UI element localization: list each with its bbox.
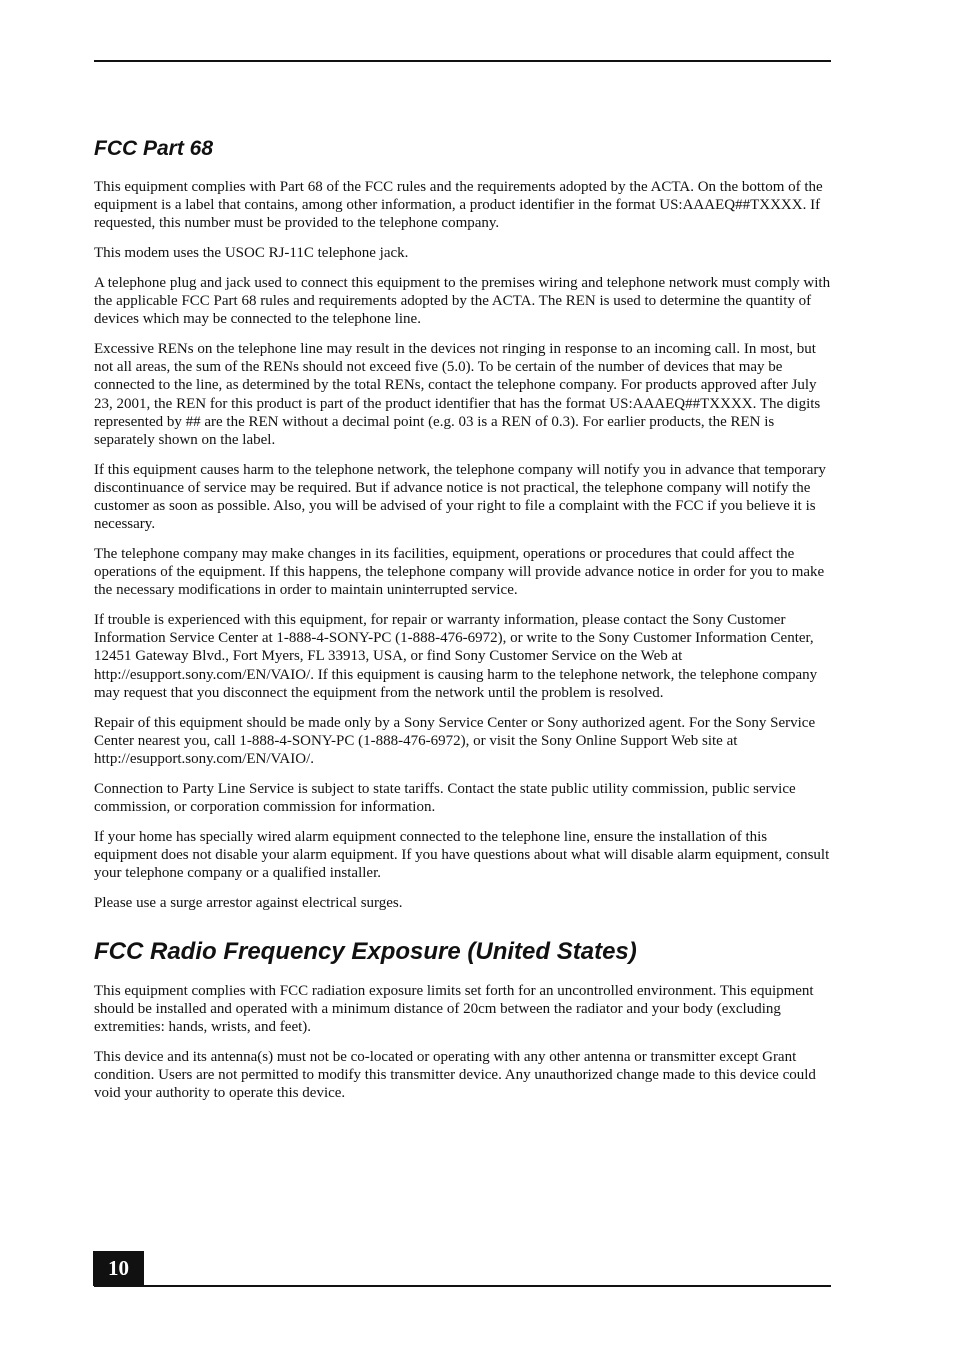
fcc-part68-heading: FCC Part 68 xyxy=(94,137,214,160)
fcc-part68-paragraph: A telephone plug and jack used to connect this equipment to the premises wiring and telephone network must comply with the applicable FCC Part 68 rules and requirements adopted by the ACTA. The REN is used to determine the quantity of devices which may be connected to the telephone line. xyxy=(94,274,831,328)
fcc-rf-exposure-paragraph: This device and its antenna(s) must not be co-located or operating with any other antenna or transmitter except Grant condition. Users are not permitted to modify this transmitter device. Any unauthorized change made to this device could void your authority to operate this device. xyxy=(94,1049,816,1102)
footer-rule xyxy=(94,1285,831,1287)
fcc-part68-paragraph: Please use a surge arrestor against electrical surges. xyxy=(94,894,403,911)
fcc-part68-paragraph: This modem uses the USOC RJ-11C telephone jack. xyxy=(94,245,409,262)
page-content xyxy=(94,132,831,1114)
header-rule xyxy=(94,60,831,62)
fcc-part68-paragraph: If this equipment causes harm to the telephone network, the telephone company will notify you in advance that temporary discontinuance of service may be required. But if advance notice is not practical, the telephone company will notify the customer as soon as possible. Also, you will be advised of your right to file a complaint with the FCC if you believe it is necessary. xyxy=(94,461,826,533)
fcc-part68-paragraph: This equipment complies with Part 68 of the FCC rules and the requirements adopted by the ACTA. On the bottom of the equipment is a label that contains, among other information, a product identifier in the format US:AAAEQ##TXXXX. If requested, this number must be provided to the telephone company. xyxy=(94,179,823,232)
fcc-rf-exposure-paragraph: This equipment complies with FCC radiation exposure limits set forth for an uncontrolled environment. This equipment should be installed and operated with a minimum distance of 20cm between the radiator and your body (excluding extremities: hands, wrists, and feet). xyxy=(94,982,814,1036)
fcc-part68-paragraph: Connection to Party Line Service is subject to state tariffs. Contact the state public utility commission, public service commission, or corporation commission for information. xyxy=(94,780,796,815)
fcc-part68-paragraph: Excessive RENs on the telephone line may result in the devices not ringing in response to an incoming call. In most, but not all areas, the sum of the RENs should not exceed five (5.0). To be certain of the number of devices that may be connected to the line, as determined by the total RENs, contact the telephone company. For products approved after July 23, 2001, the REN for this product is part of the product identifier that has the format US:AAAEQ##TXXXX. The digits represented by ## are the REN without a decimal point (e.g. 03 is a REN of 0.3). For earlier products, the REN is separately shown on the label. xyxy=(94,340,821,448)
fcc-part68-paragraph: If trouble is experienced with this equipment, for repair or warranty information, please contact the Sony Customer Information Service Center at 1-888-4-SONY-PC (1-888-476-6972), or write to the Sony Customer Information Center, 12451 Gateway Blvd., Fort Myers, FL 33913, USA, or find Sony Customer Service on the Web at http://esupport.sony.com/EN/VAIO/. If this equipment is causing harm to the telephone network, the telephone company may request that you disconnect the equipment from the network until the problem is resolved. xyxy=(94,612,818,701)
fcc-part68-paragraph: Repair of this equipment should be made only by a Sony Service Center or Sony authorized agent. For the Sony Service Center nearest you, call 1-888-4-SONY-PC (1-888-476-6972), or visit the Sony Online Support Web site at http://esupport.sony.com/EN/VAIO/. xyxy=(94,714,816,767)
page-number: 10 xyxy=(93,1251,144,1286)
fcc-part68-paragraph: The telephone company may make changes in its facilities, equipment, operations or procedures that could affect the operations of the equipment. If this happens, the telephone company will provide advance notice in order for you to make the necessary modifications in order to maintain uninterrupted service. xyxy=(94,545,825,599)
fcc-rf-exposure-heading: FCC Radio Frequency Exposure (United States) xyxy=(94,937,637,965)
fcc-part68-paragraph: If your home has specially wired alarm equipment connected to the telephone line, ensure the installation of this equipment does not disable your alarm equipment. If you have questions about what will disable alarm equipment, consult your telephone company or a qualified installer. xyxy=(94,828,830,881)
